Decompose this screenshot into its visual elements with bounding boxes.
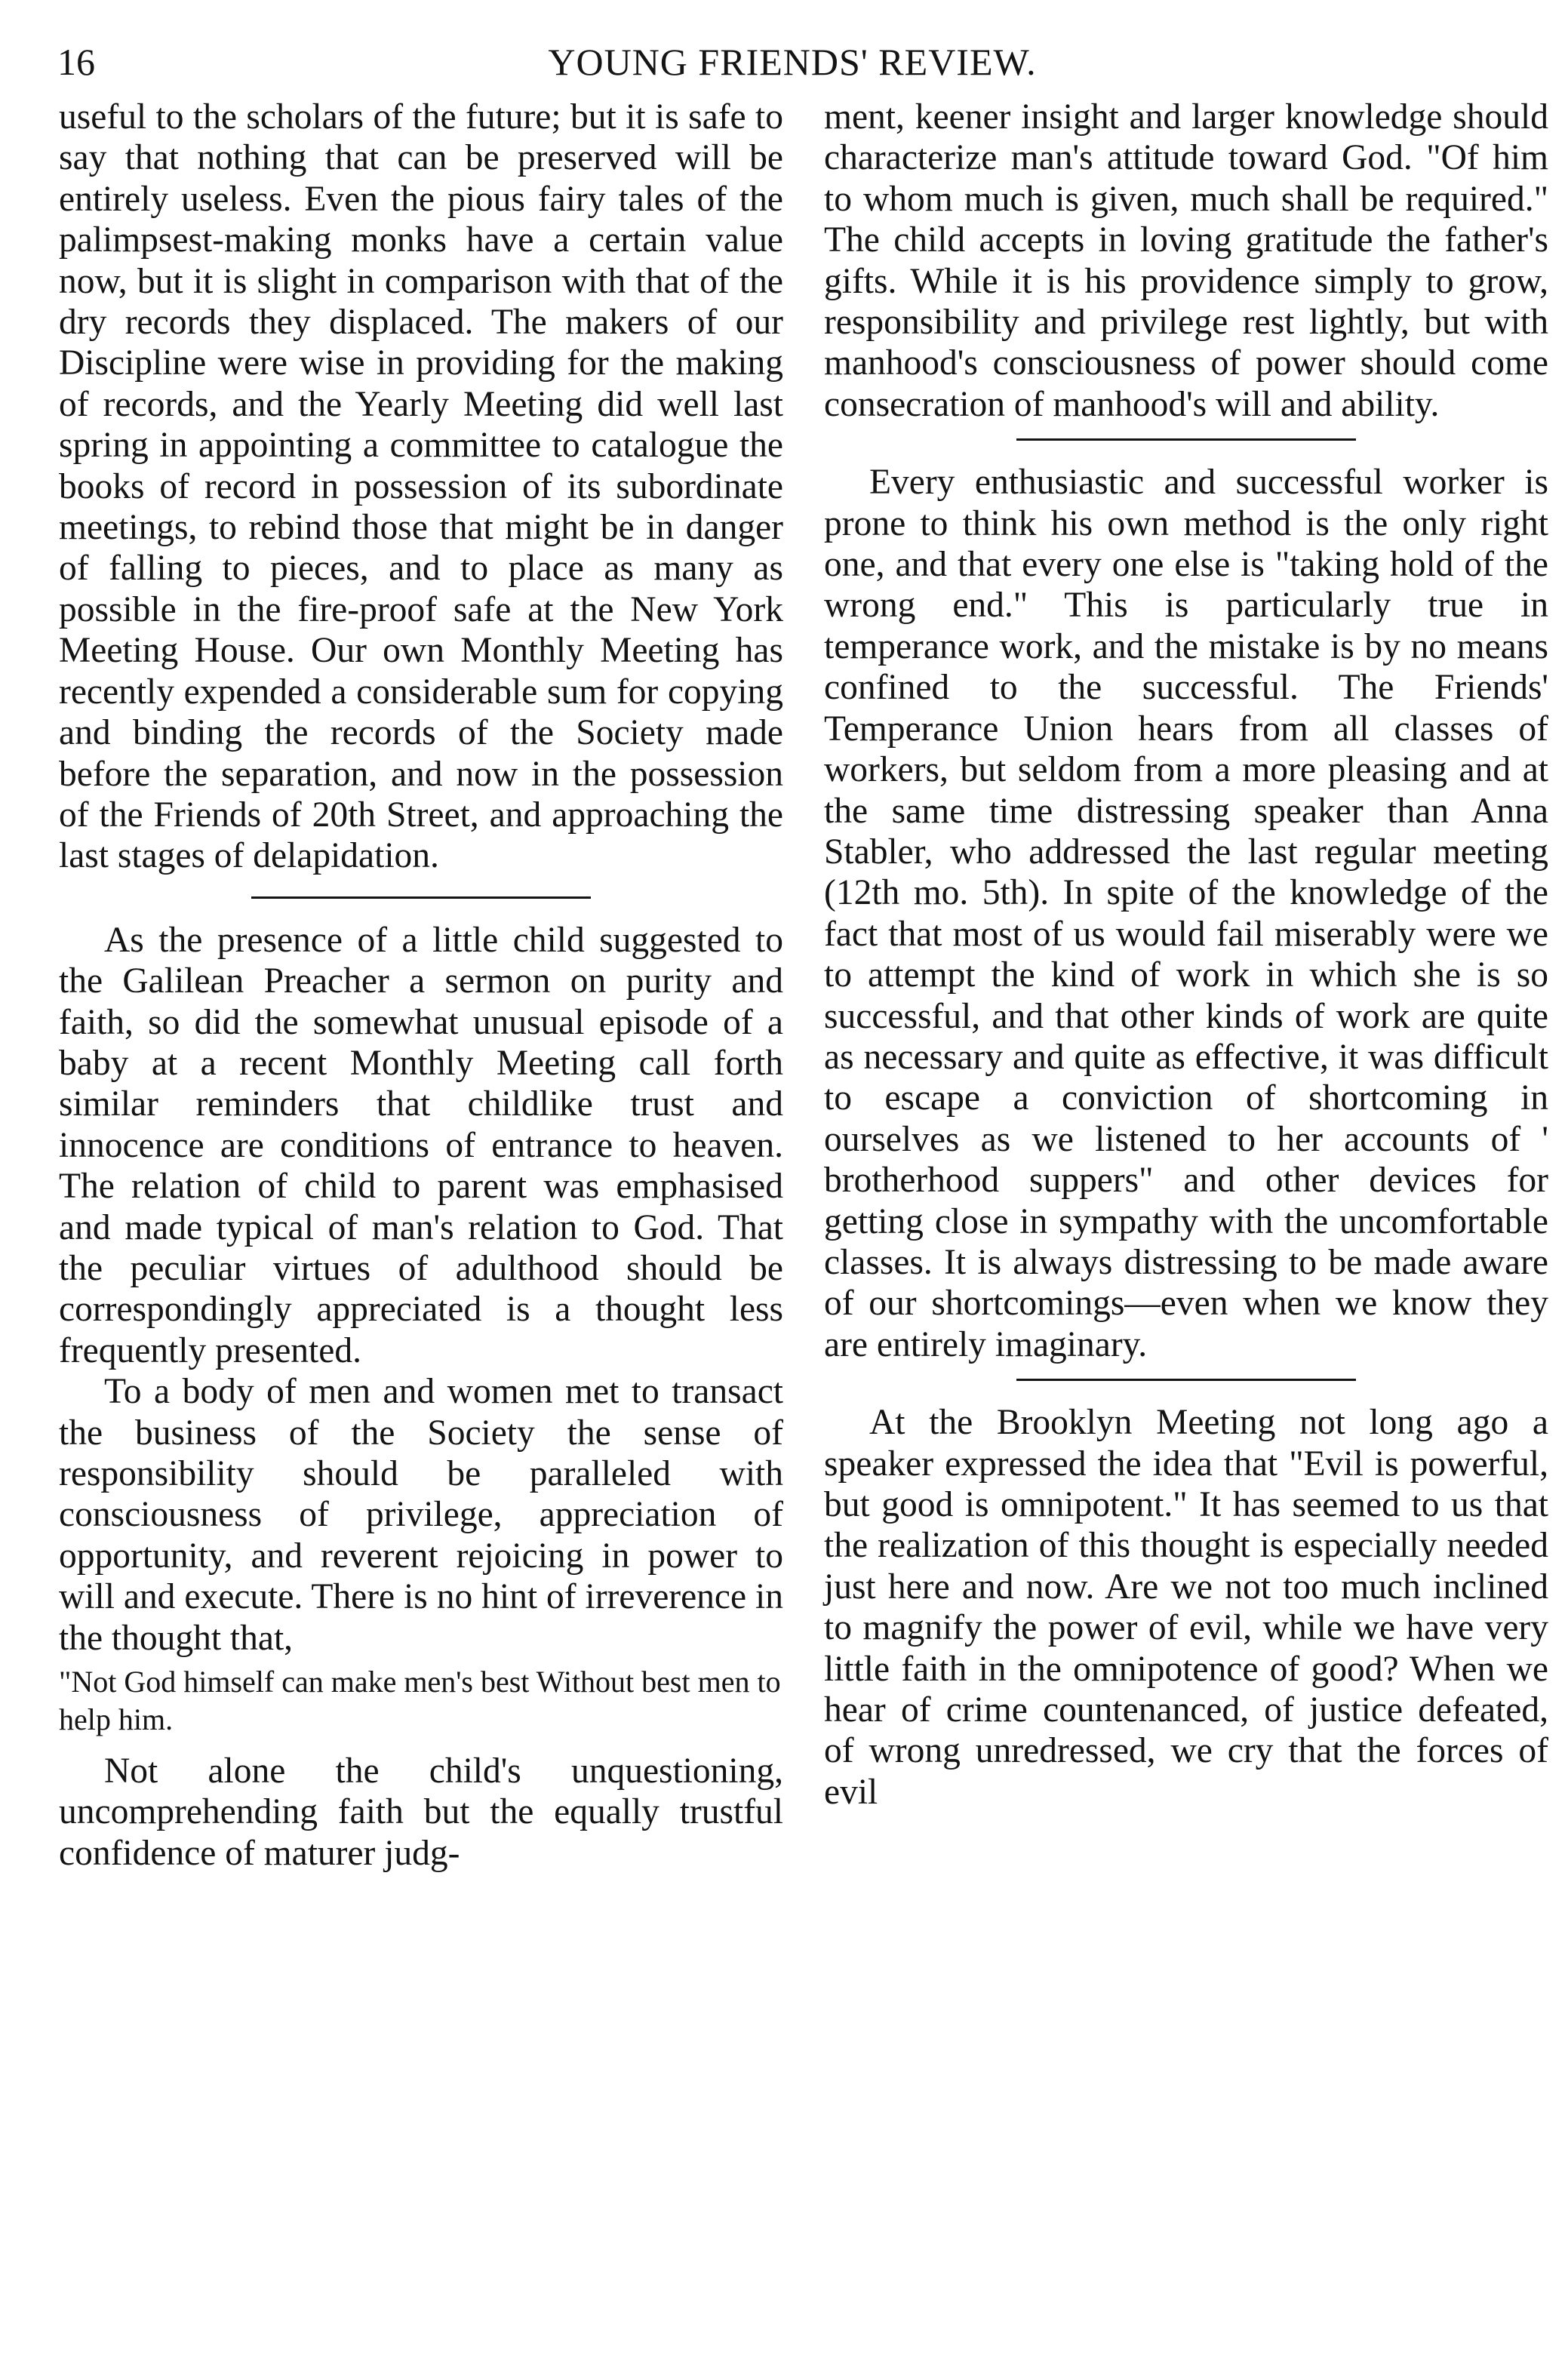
section-divider	[1016, 1379, 1356, 1381]
section-divider	[1016, 438, 1356, 441]
verse-quote: "Not God himself can make men's best Without best men to help him.	[59, 1665, 781, 1737]
section-divider	[251, 896, 591, 899]
paragraph-temperance: Every enthusiastic and successful worker is prone to think his own method is the only right one, and that every one else is "taking hold of the wrong end." This is particularly true in temperance work, and the mistake is by no means confined to the successful. The Friends' Temperance Union hears from all classes of workers, but seldom from a more pleasing and at the same time distressing speaker than Anna Stabler, who addressed the last regular meeting (12th mo. 5th). In spite of the knowledge of the fact that most of us would fail miserably were we to attempt the kind of work in which she is so successful, and that other kinds of work are quite as necessary and quite as effective, it was difficult to escape a conviction of shortcoming in ourselves as we listened to her accounts of ' brotherhood suppers" and other devices for getting close in sympathy with the uncomfortable classes. It is always distressing to be made aware of our shortcomings—even when we know they are entirely imaginary.	[824, 463, 1548, 1364]
paragraph-faith: Not alone the child's unquestioning, uncomprehending faith but the equally trustful confidence of maturer judg-	[59, 1751, 783, 1873]
paragraph-responsibility: To a body of men and women met to transact the business of the Society the sense of responsibility should be paralleled with consciousness of privilege, appreciation of opportunity, and reverent rejoicing in power to will and execute. There is no hint of irreverence in the thought that,	[59, 1372, 783, 1658]
running-title: YOUNG FRIENDS' REVIEW.	[548, 41, 1037, 83]
paragraph-child: As the presence of a little child suggested to the Galilean Preacher a sermon on purity and faith, so did the somewhat unusual episode of a baby at a recent Monthly Meeting call forth similar reminders that childlike trust and innocence are conditions of entrance to heaven. The relation of child to parent was emphasised and made typical of man's relation to God. That the peculiar virtues of adulthood should be correspondingly appreciated is a thought less frequently presented.	[59, 920, 783, 1370]
paragraph-evil-good: At the Brooklyn Meeting not long ago a speaker expressed the idea that "Evil is powerful, but good is omnipotent." It has seemed to us that the realization of this thought is especially needed just here and now. Are we not too much inclined to magnify the power of evil, while we have very little faith in the omnipotence of good? When we hear of crime countenanced, of justice defeated, of wrong unredressed, we cry that the forces of evil	[824, 1403, 1548, 1812]
left-column	[59, 97, 783, 1874]
right-column	[824, 97, 1548, 1813]
page-number: 16	[57, 41, 95, 83]
paragraph-records: useful to the scholars of the future; but it is safe to say that nothing that can be preserved will be entirely useless. Even the pious fairy tales of the palimpsest-making monks have a certain value now, but it is slight in comparison with that of the dry records they displaced. The makers of our Discipline were wise in providing for the making of records, and the Yearly Meeting did well last spring in appointing a committee to catalogue the books of record in possession of its subordinate meetings, to rebind those that might be in danger of falling to pieces, and to place as many as possible in the fire-proof safe at the New York Meeting House. Our own Monthly Meeting has recently expended a considerable sum for copying and binding the records of the Society made before the separation, and now in the possession of the Friends of 20th Street, and approaching the last stages of delapidation.	[59, 97, 783, 876]
page-header	[57, 32, 1527, 92]
paragraph-manhood: ment, keener insight and larger knowledge should characterize man's attitude toward God. "Of him to whom much is given, much shall be required." The child accepts in loving gratitude the father's gifts. While it is his providence simply to grow, responsibility and privilege rest lightly, but with manhood's consciousness of power should come consecration of manhood's will and ability.	[824, 97, 1548, 424]
